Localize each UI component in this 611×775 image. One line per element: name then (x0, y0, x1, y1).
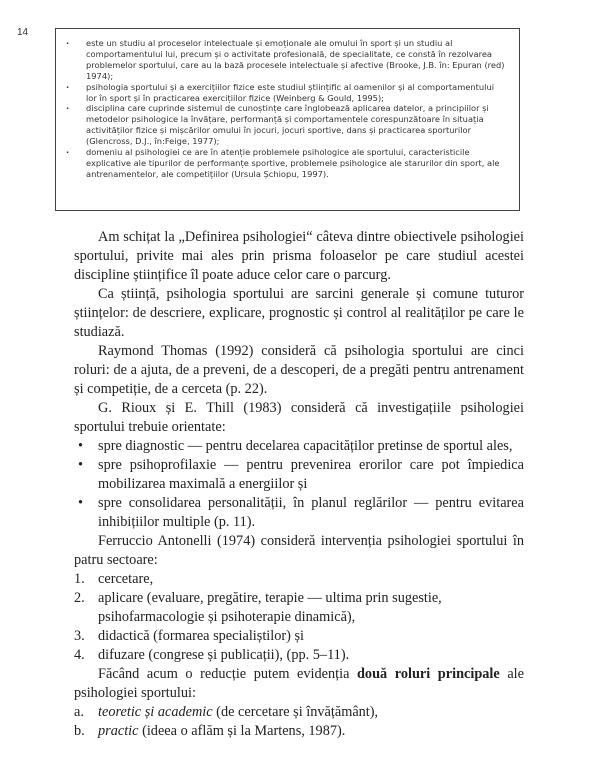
sector-item (74, 570, 524, 589)
page-number: 14 (17, 27, 29, 38)
paragraph-antonelli: Ferruccio Antonelli (1974) consideră intervenția psihologiei sportului în patru sectoare: (74, 533, 524, 568)
sector-marker: 3. (74, 628, 85, 644)
orientation-item: • spre consolidarea personalității, în planul reglărilor — pentru evitarea inhibițiilor multiple (p. 11). (74, 494, 524, 532)
role-description: (de cercetare și învățământ), (212, 704, 379, 720)
sector-text: cercetare, (98, 571, 154, 587)
definition-item: · este un studiu al proceselor intelectuale și emoționale ale omului în sport și un studiu al comportamentului lui, precum și o activitate profesională, de specialitate, ce constă în rezolvarea problemelor sportului, care au la bază procesele intelectuale și afective (Brooke, J.B. în: Epuran (red) 1974); (64, 38, 507, 82)
role-item (74, 722, 524, 741)
orientation-list (74, 437, 524, 532)
definition-item: · domeniu al psihologiei ce are în atenție problemele psihologice ale sportului, caracteristicile explicative ale tipurilor de performanțe sportive, problemele psihologice ale starurilor din sport, ale antrenamentelor, ale competițiilor (Ursula Șchiopu, 1997). (64, 147, 507, 180)
reduction-text: Făcând acum o reducție putem evidenția (98, 666, 357, 682)
role-item (74, 703, 524, 722)
definitions-list (64, 38, 507, 180)
reduction-text-end: ale psihologiei sportului: (74, 666, 524, 701)
sector-marker: 4. (74, 647, 85, 663)
sector-item (74, 646, 524, 665)
roles-list (74, 703, 524, 741)
paragraph-objectives: Am schițat la „Definirea psihologiei“ câteva dintre obiectivele psihologiei sportului, privite mai ales prin prisma foloaselor pe care studiul acestei discipline științifice îl poate aduce celor care o parcurg. (74, 229, 524, 283)
role-marker: a. (74, 704, 84, 720)
sectors-list (74, 570, 524, 665)
sector-marker: 2. (74, 590, 85, 606)
orientation-item: • spre psihoprofilaxie — pentru prevenirea erorilor care pot împiedica mobilizarea maximală a energiilor și (74, 456, 524, 494)
orientation-item: • spre diagnostic — pentru decelarea capacităților pretinse de sportul ales, (74, 437, 524, 456)
definition-item: · disciplina care cuprinde sistemul de cunoștințe care înglobează aplicarea datelor, a principiilor și metodelor psihologice la învățare, performanță și comportamentele corespunzătoare în situația activităților fizice și mișcărilor omului în jocuri, jocuri sportive, dans și practicarea sporturilor (Glencross, D.J., în:Feige, 1977); (64, 103, 507, 147)
paragraph-reduction (74, 665, 524, 703)
main-roles-emphasis: două roluri principale (356, 666, 500, 682)
sector-text: aplicare (evaluare, pregătire, terapie — ultima prin sugestie, psihofarmacologie și psihoterapie dinamică), (98, 590, 442, 625)
role-name: teoretic și academic (98, 704, 213, 720)
main-text (74, 228, 524, 741)
role-marker: b. (74, 723, 85, 739)
role-name: practic (98, 723, 139, 739)
paragraph-rioux-thill: G. Rioux și E. Thill (1983) consideră că investigațiile psihologiei sportului trebuie orientate: (74, 400, 524, 435)
sector-marker: 1. (74, 571, 85, 587)
definition-item: · psihologia sportului și a exercițiilor fizice este studiul științific al oamenilor și al comportamentului lor în sport și în practicarea exercițiilor fizice (Weinberg & Gould, 1995); (64, 82, 507, 104)
paragraph-science-tasks: Ca știință, psihologia sportului are sarcini generale și comune tuturor științelor: de descriere, explicare, prognostic și control al realităților pe care le studiază. (74, 286, 524, 340)
definitions-box (55, 28, 520, 211)
sector-text: difuzare (congrese și publicații), (pp. 5–11). (98, 647, 350, 663)
role-description: (ideea o aflăm și la Martens, 1987). (138, 723, 346, 739)
sector-item (74, 589, 524, 627)
sector-item (74, 627, 524, 646)
paragraph-thomas: Raymond Thomas (1992) consideră că psihologia sportului are cinci roluri: de a ajuta, de a preveni, de a descoperi, de a pregăti pentru antrenament și competiție, de a cerceta (p. 22). (74, 343, 524, 397)
sector-text: didactică (formarea specialiștilor) și (98, 628, 305, 644)
